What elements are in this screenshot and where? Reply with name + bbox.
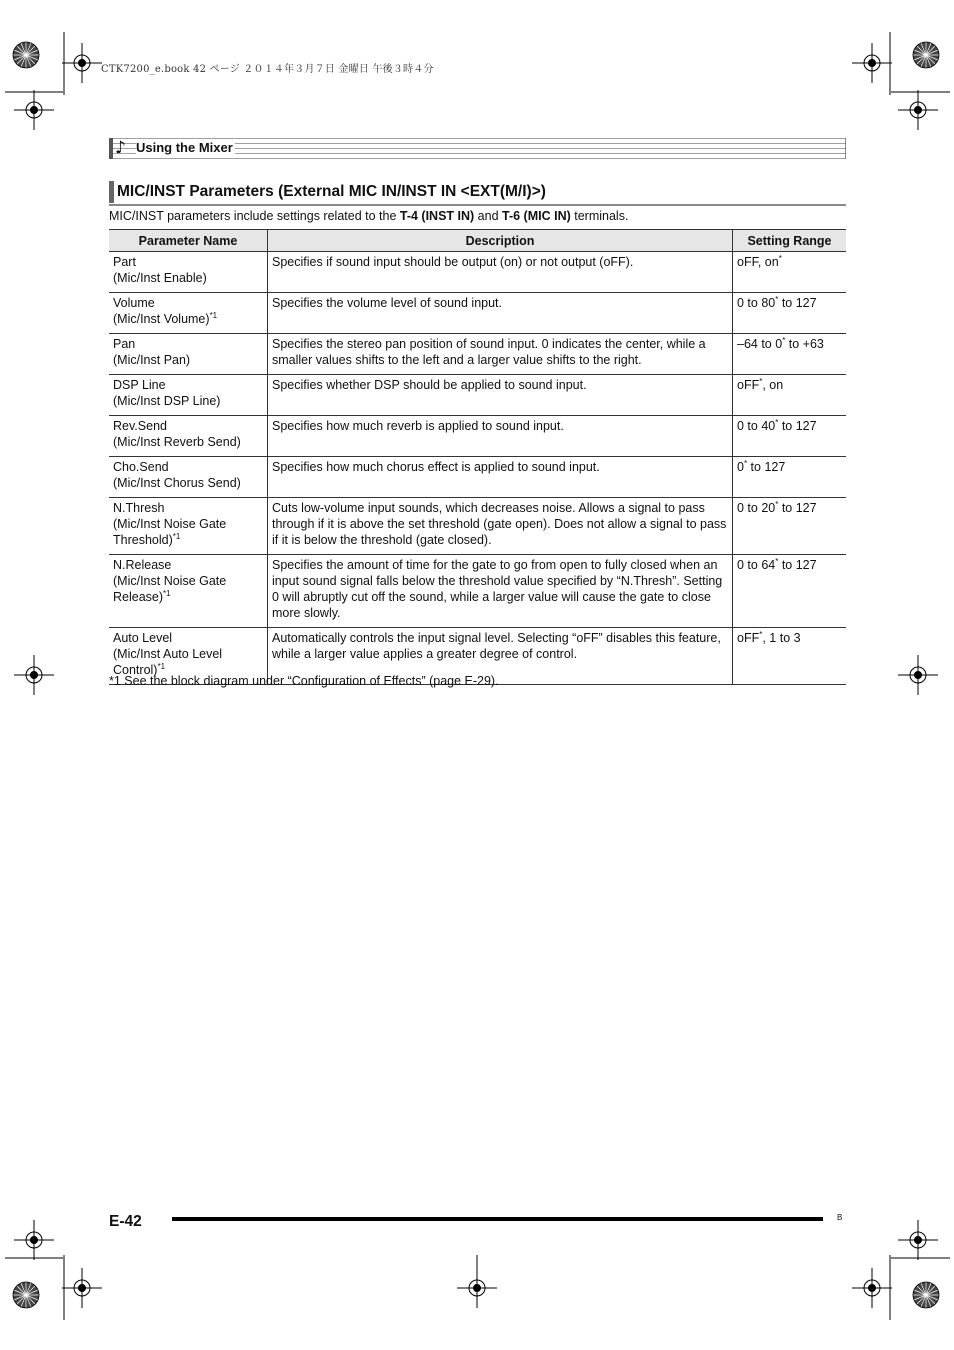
registration-mark — [14, 90, 54, 130]
range-text: 0 to 64 — [737, 558, 776, 572]
table-row — [109, 375, 846, 416]
setting-range-cell — [733, 334, 847, 375]
parameter-name: Pan — [113, 337, 136, 351]
parameter-name-cell — [109, 457, 268, 498]
parameter-name-cell — [109, 334, 268, 375]
description-cell: Cuts low-volume input sounds, which decreases noise. Allows a signal to pass through if it is above the set threshold (gate open). Does not allow a signal to pass if it is below the threshold (gate closed). — [268, 498, 733, 555]
section-heading-bar — [109, 181, 114, 203]
setting-range-cell — [733, 252, 847, 293]
parameter-name: Cho.Send — [113, 460, 169, 474]
description-cell: Specifies how much chorus effect is applied to sound input. — [268, 457, 733, 498]
intro-text: terminals. — [570, 209, 629, 223]
range-text: oFF — [737, 378, 760, 392]
table-row — [109, 498, 846, 555]
intro-term-mic-in: T-6 (MIC IN) — [502, 209, 571, 223]
parameter-name: N.Thresh — [113, 501, 165, 515]
range-text: to 127 — [778, 296, 817, 310]
running-header — [109, 138, 846, 159]
table-row — [109, 457, 846, 498]
registration-mark — [62, 1268, 102, 1308]
default-marker: * — [759, 377, 763, 386]
range-text: , on — [762, 378, 784, 392]
registration-mark — [898, 90, 938, 130]
parameter-full-name-text: (Mic/Inst Noise Gate Threshold) — [113, 517, 227, 547]
registration-mark — [852, 43, 892, 83]
intro-text: and — [474, 209, 503, 223]
setting-range-cell — [733, 375, 847, 416]
range-text: oFF, on — [737, 255, 779, 269]
parameter-full-name-text: (Mic/Inst DSP Line) — [113, 394, 221, 408]
range-text: –64 to 0 — [737, 337, 783, 351]
table-header-row — [109, 230, 846, 252]
parameter-name: Rev.Send — [113, 419, 167, 433]
parameter-name: Auto Level — [113, 631, 173, 645]
header-parameter-name: Parameter Name — [109, 230, 268, 252]
parameter-full-name-text: (Mic/Inst Enable) — [113, 271, 207, 285]
header-setting-range: Setting Range — [733, 230, 847, 252]
range-text: , 1 to 3 — [762, 631, 801, 645]
parameter-full-name — [113, 573, 263, 605]
parameter-name: Volume — [113, 296, 155, 310]
description-cell: Specifies if sound input should be output (on) or not output (oFF). — [268, 252, 733, 293]
default-marker: * — [759, 630, 763, 639]
parameter-name-cell — [109, 498, 268, 555]
description-cell: Specifies whether DSP should be applied to sound input. — [268, 375, 733, 416]
parameter-name-cell — [109, 416, 268, 457]
footnote-ref: *1 — [157, 662, 166, 671]
parameter-full-name-text: (Mic/Inst Auto Level Control) — [113, 647, 223, 677]
running-header-bar — [109, 138, 113, 159]
setting-range-cell — [733, 457, 847, 498]
parameter-full-name-text: (Mic/Inst Chorus Send) — [113, 476, 241, 490]
parameter-name-cell — [109, 252, 268, 293]
registration-mark — [898, 655, 938, 695]
corner-star-mark — [13, 1282, 39, 1308]
range-text: 0 to 80 — [737, 296, 776, 310]
parameter-full-name-text: (Mic/Inst Noise Gate Release) — [113, 574, 227, 604]
footer-rule — [172, 1217, 823, 1221]
setting-range-cell — [733, 416, 847, 457]
footnote-ref: *1 — [209, 311, 218, 320]
parameter-full-name — [113, 393, 263, 409]
footnote: *1 See the block diagram under “Configuration of Effects” (page E-29). — [109, 674, 499, 688]
parameter-name: DSP Line — [113, 378, 166, 392]
intro-text: MIC/INST parameters include settings related to the — [109, 209, 400, 223]
table-row — [109, 334, 846, 375]
parameter-full-name — [113, 434, 263, 450]
print-info: CTK7200_e.book 42 ページ ２０１４年３月７日 金曜日 午後３時４分 — [101, 64, 434, 75]
parameter-name: Part — [113, 255, 136, 269]
corner-star-mark — [913, 1282, 939, 1308]
parameter-name-cell — [109, 293, 268, 334]
table-row — [109, 293, 846, 334]
parameter-full-name — [113, 352, 263, 368]
parameter-name: N.Release — [113, 558, 172, 572]
section-title: MIC/INST Parameters (External MIC IN/INST IN <EXT(M/I)>) — [117, 183, 546, 200]
default-marker: * — [775, 295, 779, 304]
parameter-full-name — [113, 475, 263, 491]
registration-mark — [62, 43, 102, 83]
footnote-ref: *1 — [172, 532, 181, 541]
range-text: to 127 — [747, 460, 786, 474]
running-header-title: Using the Mixer — [136, 140, 233, 155]
range-text: 0 to 40 — [737, 419, 776, 433]
setting-range-cell — [733, 628, 847, 685]
corner-star-mark — [13, 42, 39, 68]
parameter-name-cell — [109, 555, 268, 628]
default-marker: * — [743, 459, 748, 468]
parameter-full-name-text: (Mic/Inst Pan) — [113, 353, 191, 367]
language-code: B — [837, 1213, 843, 1222]
parameter-full-name-text: (Mic/Inst Volume) — [113, 312, 210, 326]
range-text: oFF — [737, 631, 760, 645]
description-cell: Specifies the amount of time for the gate to go from open to fully closed when an input sound signal falls below the threshold value specified by “N.Thresh”. Setting 0 will abruptly cut off the sound, while a larger value will cause the gate to close more slowly. — [268, 555, 733, 628]
table-row — [109, 555, 846, 628]
range-text: to 127 — [778, 501, 817, 515]
parameter-full-name — [113, 311, 263, 327]
parameter-full-name-text: (Mic/Inst Reverb Send) — [113, 435, 241, 449]
default-marker: * — [775, 500, 779, 509]
section-heading — [109, 181, 846, 206]
parameter-table — [109, 229, 846, 685]
parameter-full-name — [113, 516, 263, 548]
setting-range-cell — [733, 498, 847, 555]
description-cell: Specifies the stereo pan position of sound input. 0 indicates the center, while a smaller values shifts to the left and a larger value shifts to the right. — [268, 334, 733, 375]
intro-paragraph — [109, 208, 628, 224]
registration-mark — [14, 1220, 54, 1260]
range-text: to 127 — [778, 419, 817, 433]
parameter-full-name — [113, 270, 263, 286]
page-number: E-42 — [109, 1213, 142, 1230]
header-description: Description — [268, 230, 733, 252]
table-body — [109, 252, 846, 685]
registration-mark — [457, 1268, 497, 1308]
description-cell: Specifies how much reverb is applied to sound input. — [268, 416, 733, 457]
description-cell: Automatically controls the input signal level. Selecting “oFF” disables this feature, while a larger value applies a greater degree of control. — [268, 628, 733, 685]
music-note-icon: ♪ — [115, 138, 126, 158]
description-cell: Specifies the volume level of sound input. — [268, 293, 733, 334]
default-marker: * — [775, 418, 779, 427]
setting-range-cell — [733, 555, 847, 628]
setting-range-cell — [733, 293, 847, 334]
registration-mark — [898, 1220, 938, 1260]
default-marker: * — [778, 254, 782, 263]
default-marker: * — [782, 336, 786, 345]
table-row — [109, 416, 846, 457]
registration-mark — [14, 655, 54, 695]
corner-star-mark — [913, 42, 939, 68]
range-text: to +63 — [785, 337, 824, 351]
range-text: to 127 — [778, 558, 817, 572]
range-text: 0 to 20 — [737, 501, 776, 515]
registration-mark — [852, 1268, 892, 1308]
table-row — [109, 252, 846, 293]
parameter-name-cell — [109, 375, 268, 416]
intro-term-inst-in: T-4 (INST IN) — [399, 209, 475, 223]
footnote-ref: *1 — [163, 589, 171, 598]
range-text: 0 — [737, 460, 744, 474]
default-marker: * — [775, 557, 779, 566]
